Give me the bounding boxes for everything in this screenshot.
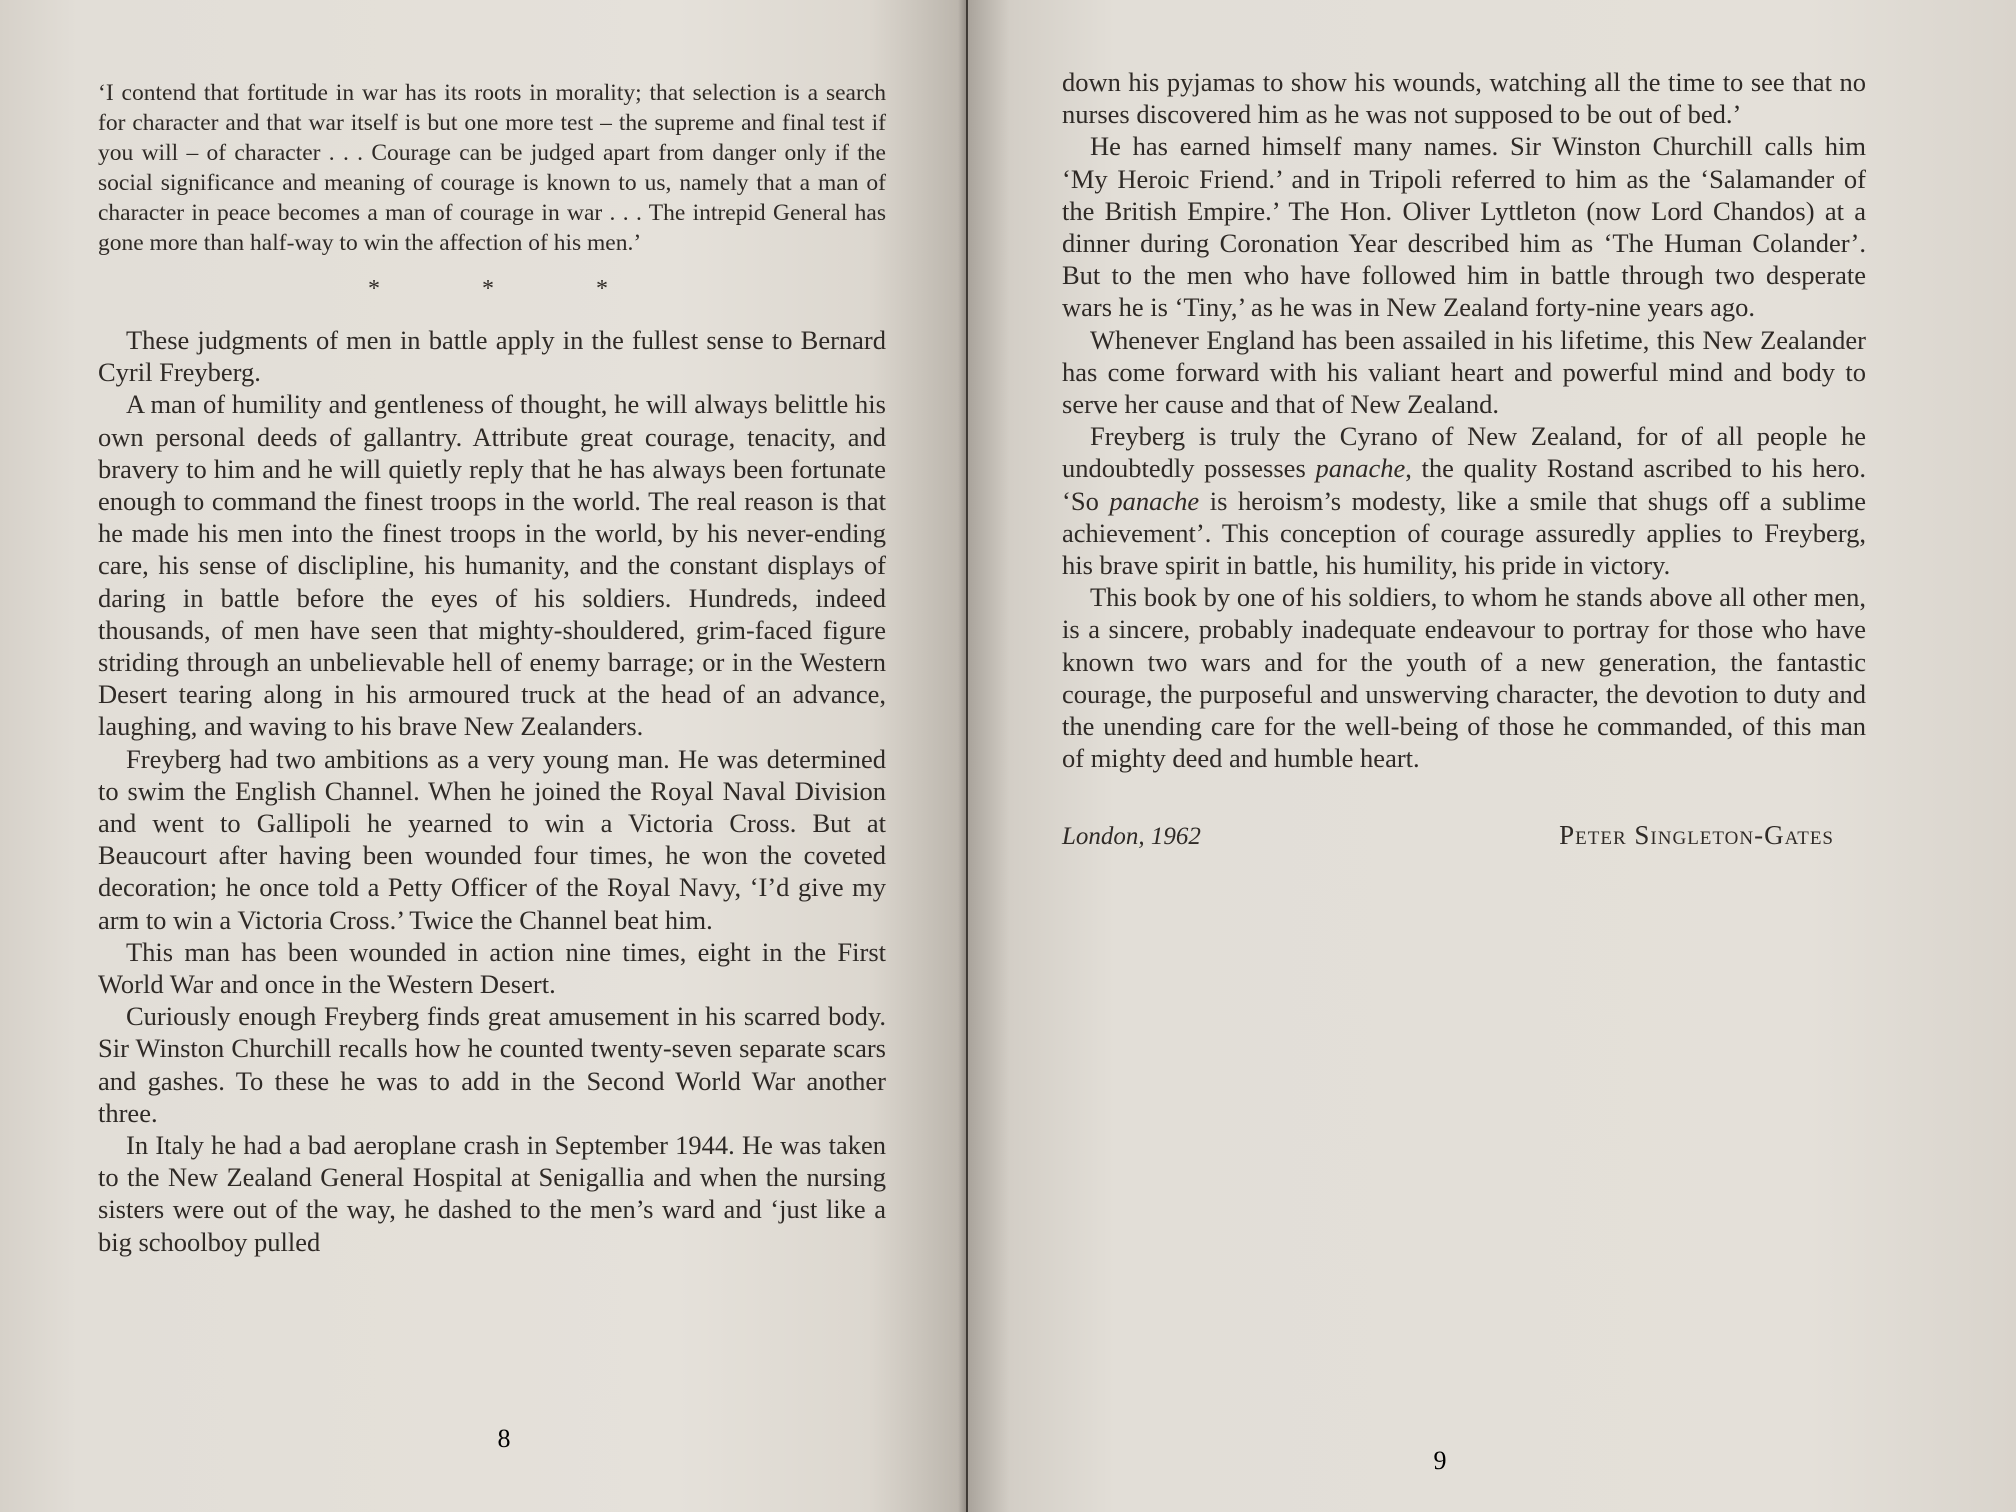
author-name: Peter Singleton-Gates xyxy=(1559,820,1834,851)
italic-word: panache xyxy=(1315,453,1406,484)
page-number-left: 8 xyxy=(497,1424,511,1453)
closing-paragraph: This book by one of his soldiers, to whom he stands above all other men, is a sincere, probably inadequate endeavour to portray for those who have known two wars and for the youth of a new generation, the fantastic courage, the purposeful and unswerving character, the devotion to duty and the unending care for the well-being of those he commanded, of this man of mighty deed and humble heart. xyxy=(1062,582,1866,774)
right-page xyxy=(968,0,2016,1512)
signoff xyxy=(1062,808,1866,851)
left-page xyxy=(0,0,966,1512)
paragraph: These judgments of men in battle apply in the fullest sense to Bernard Cyril Freyberg. xyxy=(98,325,886,388)
cyrano-paragraph xyxy=(1062,420,1866,581)
opening-quote: ‘I contend that fortitude in war has its roots in morality; that selection is a search for character and that war itself is but one more test – the supreme and final test if you will – of character . . . Courage can be judged apart from danger only if the social significance and meaning of courage is known to us, namely that a man of character in peace becomes a man of courage in war . . . The intrepid General has gone more than half-way to win the affection of his men.’ xyxy=(98,80,886,256)
continuation-paragraph: down his pyjamas to show his wounds, watching all the time to see that no nurses discovered him as he was not supposed to be out of bed.’ xyxy=(1062,67,1866,130)
paragraph: He has earned himself many names. Sir Winston Churchill calls him ‘My Heroic Friend.’ and in Tripoli referred to him as the ‘Salamander of the British Empire.’ The Hon. Oliver Lyttleton (now Lord Chandos) at a dinner during Coronation Year described him as ‘The Human Colander’. But to the men who have followed him in battle through two desperate wars he is ‘Tiny,’ as he was in New Zealand forty-nine years ago. xyxy=(1062,131,1866,323)
paragraph: This man has been wounded in action nine times, eight in the First World War and once in the Western Desert. xyxy=(98,936,886,1000)
page-number-right: 9 xyxy=(1433,1446,1447,1475)
place-date: London, 1962 xyxy=(1062,823,1201,851)
paragraph: Whenever England has been assailed in his lifetime, this New Zealander has come forward with his valiant heart and powerful mind and body to serve her cause and that of New Zealand. xyxy=(1062,324,1866,420)
paragraph: In Italy he had a bad aeroplane crash in September 1944. He was taken to the New Zealand General Hospital at Senigallia and when the nursing sisters were out of the way, he dashed to the men’s ward and ‘just like a big schoolboy pulled xyxy=(98,1130,886,1257)
text-run: is heroism’s modesty, like a smile that shugs off a sublime achievement’. This conception of courage assuredly applies to Freyberg, his brave spirit in battle, his humility, his pride in victory. xyxy=(1062,485,1866,581)
paragraph: A man of humility and gentleness of thought, he will always belittle his own personal deeds of gallantry. Attribute great courage, tenacity, and bravery to him and he will quietly reply that he has always been fortunate enough to command the finest troops in the world. The real reason is that he made his men into the finest troops in the world, by his never-ending care, his sense of disclipline, his humanity, and the constant displays of daring in battle before the eyes of his soldiers. Hundreds, indeed thousands, of men have seen that mighty-shouldered, grim-faced figure striding through an unbelievable hell of enemy barrage; or in the Western Desert tearing along in his armoured truck at the head of an advance, laughing, and waving to his brave New Zealanders. xyxy=(98,389,886,742)
text-run: Freyberg is truly the Cyrano of New Zealand, for of all people he undoubtedly possesses xyxy=(1062,421,1866,484)
paragraph: Curiously enough Freyberg finds great amusement in his scarred body. Sir Winston Churchill recalls how he counted twenty-seven separate scars and gashes. To these he was to add in the Second World War another three. xyxy=(98,1001,886,1128)
text-run: , the quality Rostand ascribed to his hero. ‘So xyxy=(1062,453,1867,516)
paragraph: Freyberg had two ambitions as a very young man. He was determined to swim the English Channel. When he joined the Royal Naval Division and went to Gallipoli he yearned to win a Victoria Cross. But at Beaucourt after having been wounded four times, he won the coveted decoration; he once told a Petty Officer of the Royal Navy, ‘I’d give my arm to win a Victoria Cross.’ Twice the Channel beat him. xyxy=(98,743,886,935)
section-separator: * * * xyxy=(368,276,656,302)
italic-word: panache xyxy=(1109,485,1200,516)
